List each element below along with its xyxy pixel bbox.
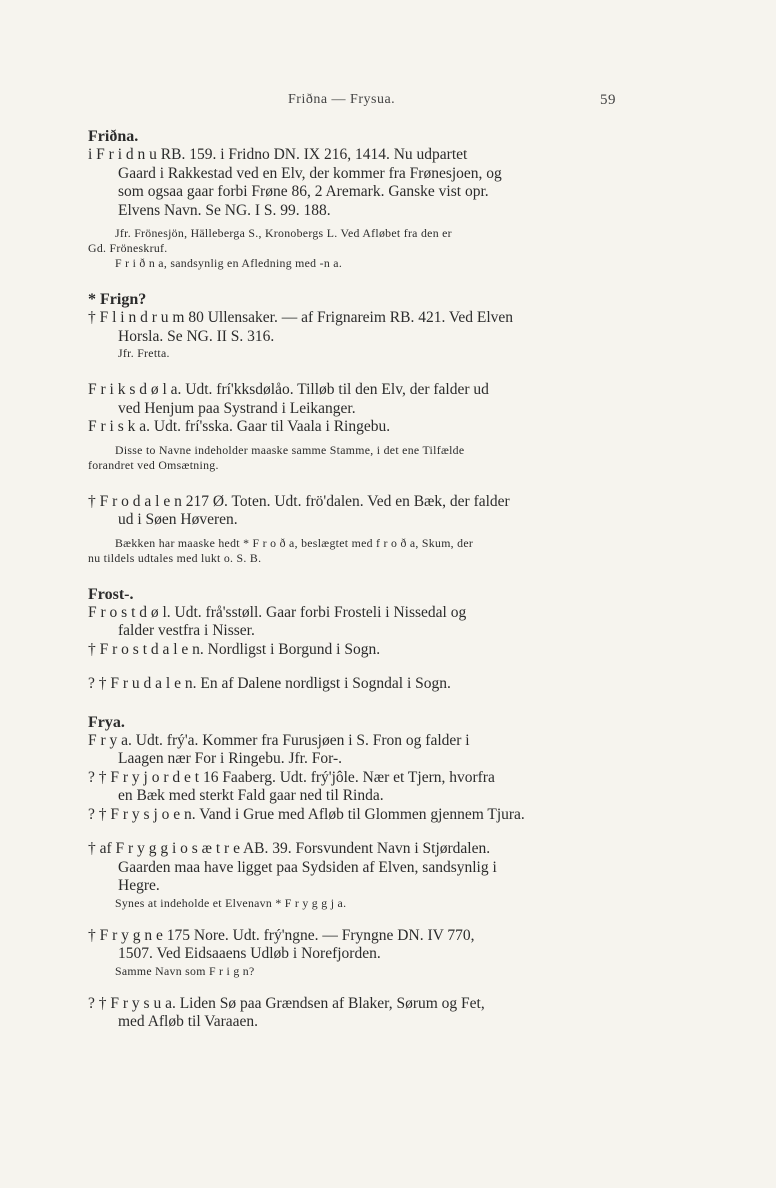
entry-line: † F r y g n e 175 Nore. Udt. frý'ngne. — Fryngne DN. IV 770, (88, 926, 475, 944)
entry-line: † F l i n d r u m 80 Ullensaker. — af Frignareim RB. 421. Ved Elven (88, 309, 514, 326)
note-line: Disse to Navne indeholder maaske samme Stamme, i det ene Tilfælde (115, 442, 465, 457)
note-line: nu tildels udtales med lukt o. S. B. (88, 550, 262, 565)
entry-line: ved Henjum paa Systrand i Leikanger. (118, 399, 356, 417)
entry-line: med Afløb til Varaaen. (118, 1013, 259, 1030)
entry-line: F r o s t d ø l. Udt. frå'sstøll. Gaar forbi Frosteli i Nissedal og (88, 603, 467, 621)
note-line: Jfr. Frönesjön, Hälleberga S., Kronobergs L. Ved Afløbet fra den er (115, 226, 452, 240)
entry-line: F r y a. Udt. frý'a. Kommer fra Furusjøen i S. Fron og falder i (88, 731, 470, 749)
entry-line: ? † F r u d a l e n. En af Dalene nordligst i Sogndal i Sogn. (88, 675, 451, 692)
entry-line: † af F r y g g i o s æ t r e AB. 39. Forsvundent Navn i Stjørdalen. (88, 840, 491, 857)
entry-line: Hegre. (118, 877, 160, 894)
headword: Frost-. (88, 585, 134, 603)
entry-line: ud i Søen Høveren. (118, 511, 238, 528)
headword: * Frign? (88, 291, 147, 308)
entry-line: Gaard i Rakkestad ved en Elv, der kommer fra Frønesjoen, og (118, 164, 502, 182)
entry-line: F r i k s d ø l a. Udt. frí'kksdølåo. Tilløb til den Elv, der falder ud (88, 381, 489, 398)
note-line: Bækken har maaske hedt * F r o ð a, beslægtet med f r o ð a, Skum, der (115, 535, 474, 550)
entry-line: F r i s k a. Udt. frí'sska. Gaar til Vaala i Ringebu. (88, 418, 391, 435)
entry-line: Gaarden maa have ligget paa Sydsiden af Elven, sandsynlig i (118, 858, 497, 876)
note-line: Jfr. Fretta. (118, 346, 170, 360)
entry-line: falder vestfra i Nisser. (118, 622, 255, 639)
note-line: forandret ved Omsætning. (88, 457, 219, 472)
entry-line: ? † F r y s j o e n. Vand i Grue med Afløb til Glommen gjennem Tjura. (88, 805, 525, 823)
entry-line: Elvens Navn. Se NG. I S. 99. 188. (118, 201, 331, 219)
page-number: 59 (600, 92, 616, 108)
entry-line: † F r o s t d a l e n. Nordligst i Borgund i Sogn. (88, 640, 381, 658)
entry-line: en Bæk med sterkt Fald gaar ned til Rinda. (118, 787, 384, 804)
note-line: Synes at indeholde et Elvenavn * F r y g g j a. (115, 895, 347, 910)
note-line: Gd. Fröneskruf. (88, 241, 168, 255)
page-header (88, 92, 616, 114)
entry-line: 1507. Ved Eidsaaens Udløb i Norefjorden. (118, 945, 381, 962)
headword: Friðna. (88, 128, 139, 145)
note-line: Samme Navn som F r i g n? (115, 963, 255, 978)
entry-line: ? † F r y s u a. Liden Sø paa Grændsen af Blaker, Sørum og Fet, (88, 994, 485, 1012)
entry-line: Horsla. Se NG. II S. 316. (118, 327, 275, 345)
entry-line: ? † F r y j o r d e t 16 Faaberg. Udt. frý'jôle. Nær et Tjern, hvorfra (88, 768, 495, 786)
entry-line: som ogsaa gaar forbi Frøne 86, 2 Aremark. Ganske vist opr. (118, 183, 489, 200)
note-line: F r i ð n a, sandsynlig en Afledning med -n a. (115, 256, 343, 270)
entry-line: Laagen nær For i Ringebu. Jfr. For-. (118, 750, 342, 767)
running-title: Friðna — Frysua. (288, 92, 396, 107)
page-body (88, 128, 616, 1032)
entry-line: † F r o d a l e n 217 Ø. Toten. Udt. frö'dalen. Ved en Bæk, der falder (88, 492, 510, 510)
entry-line: i F r i d n u RB. 159. i Fridno DN. IX 216, 1414. Nu udpartet (88, 146, 468, 163)
headword: Frya. (88, 713, 125, 731)
